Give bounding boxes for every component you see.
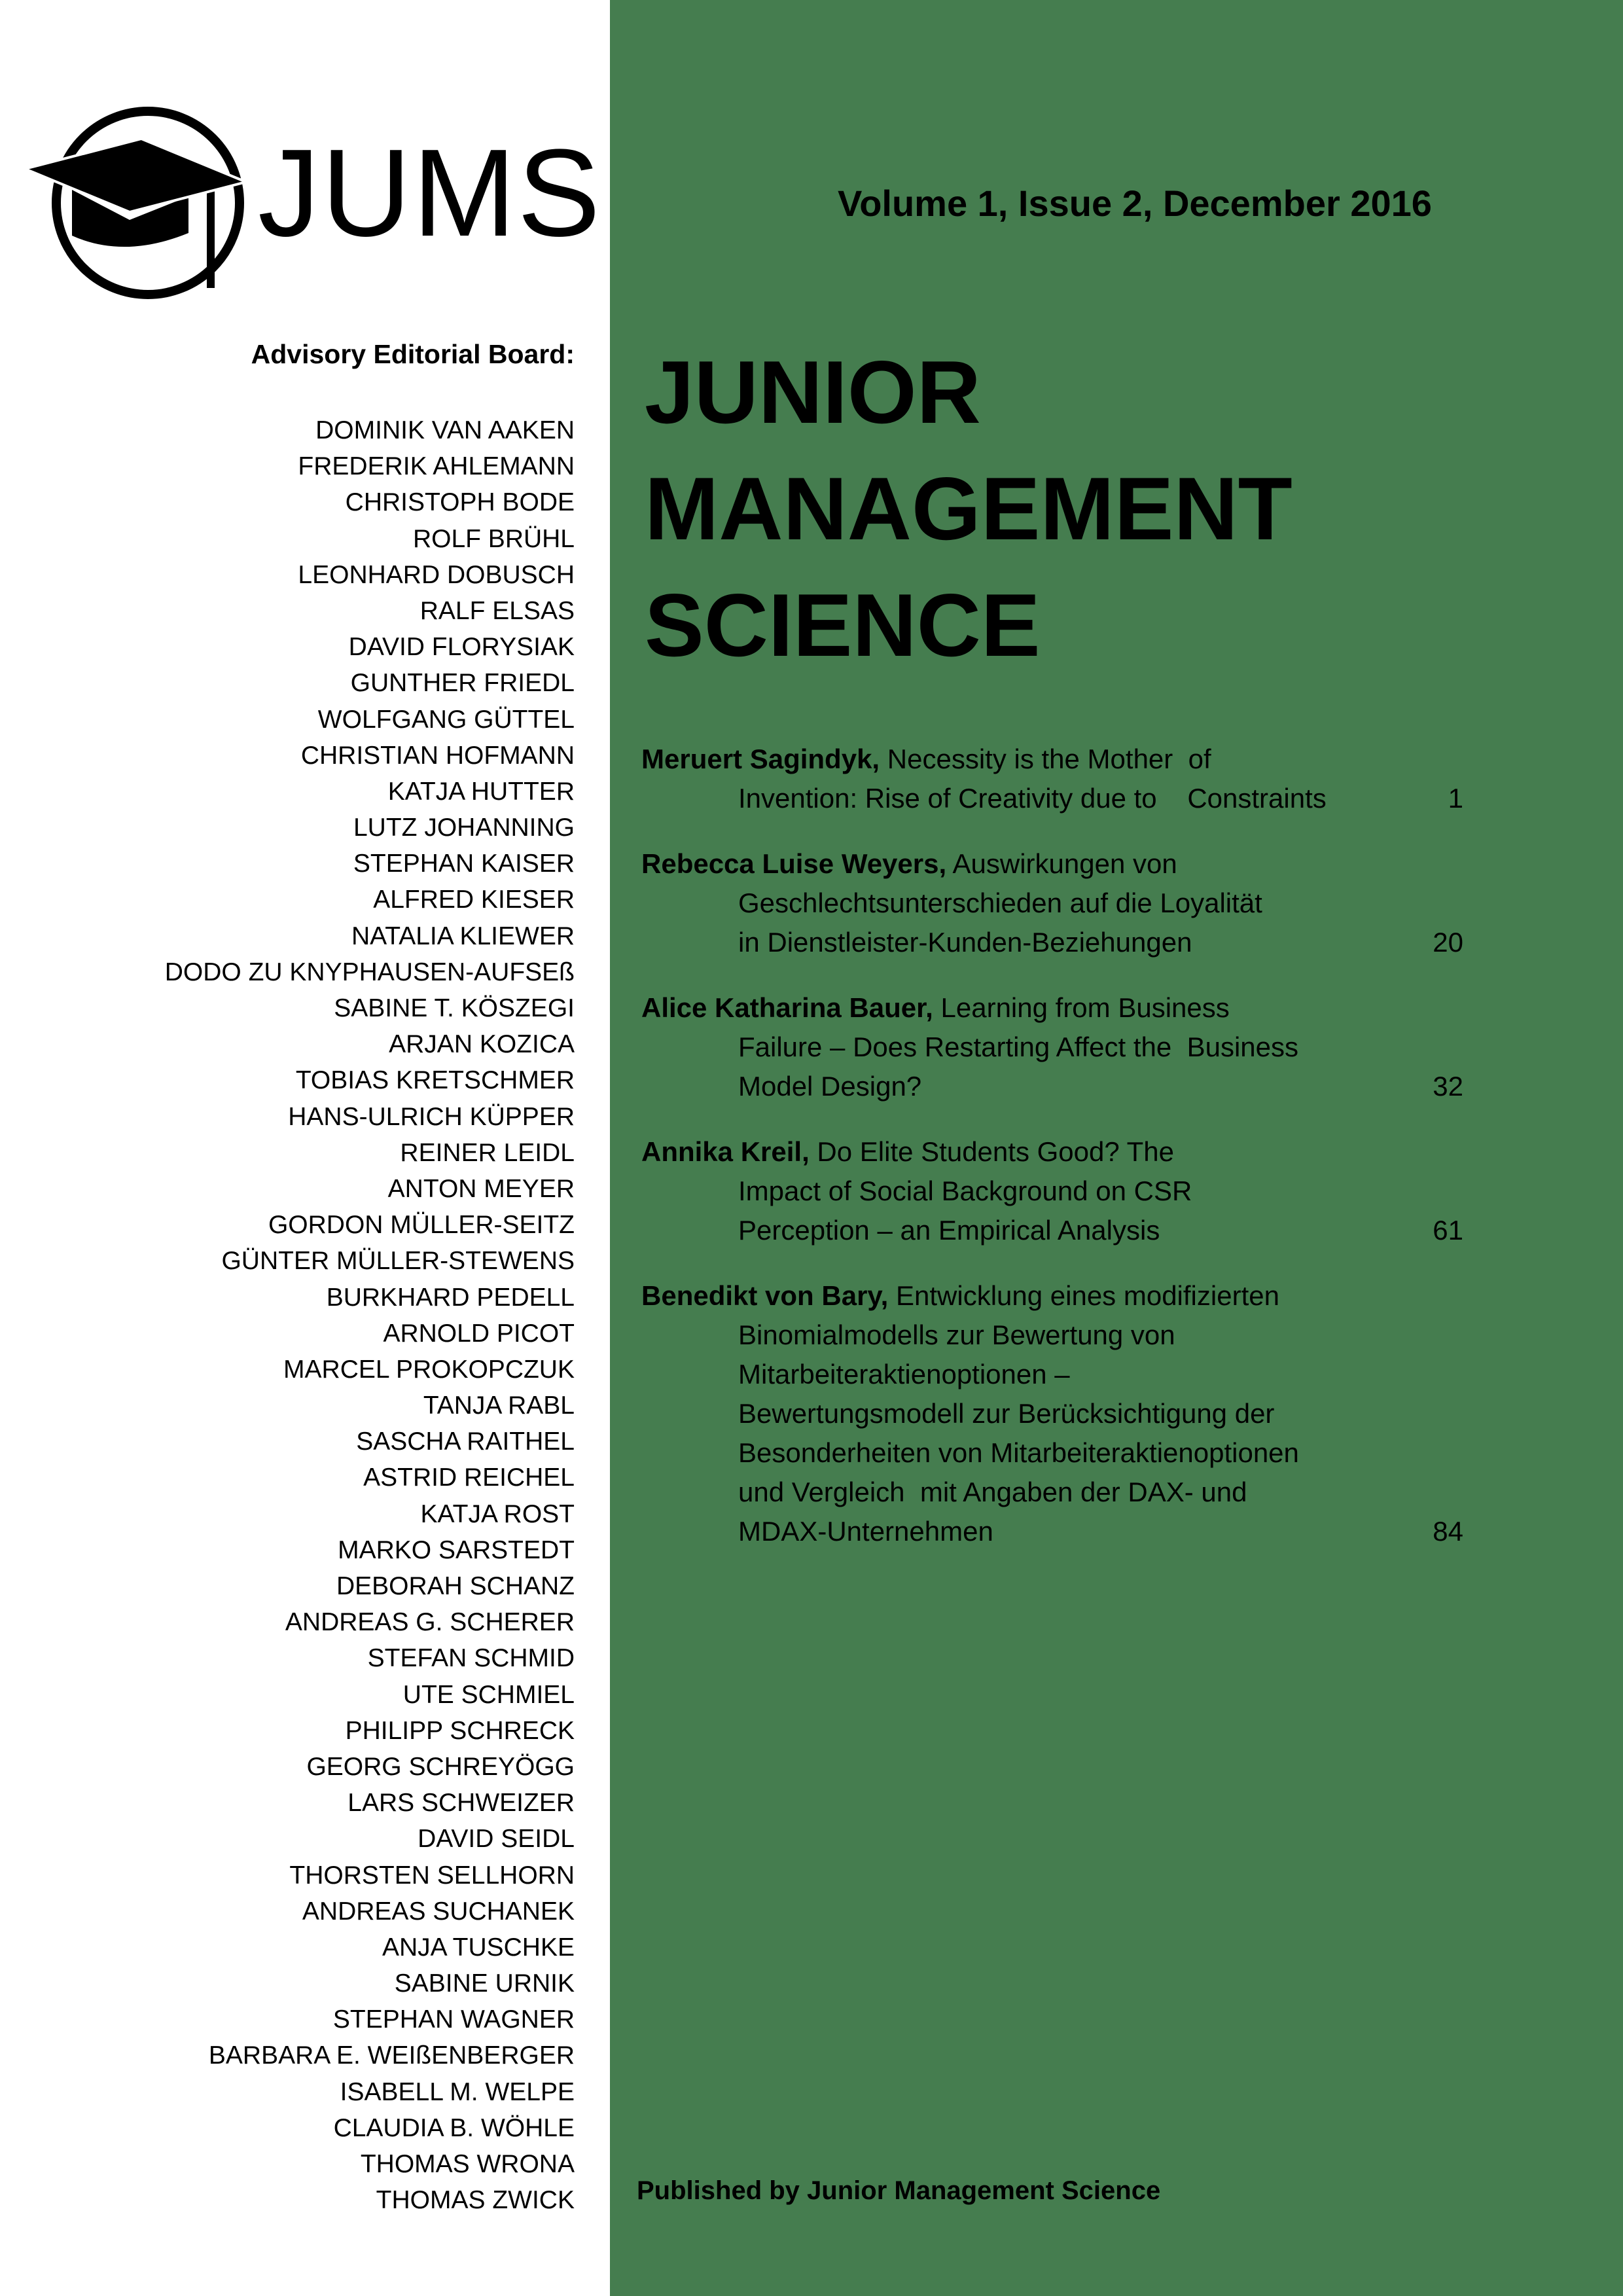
board-member: GORDON MÜLLER-SEITZ xyxy=(268,1211,575,1240)
board-member: FREDERIK AHLEMANN xyxy=(298,452,575,481)
board-member: CHRISTIAN HOFMANN xyxy=(300,741,575,770)
board-member: ANDREAS SUCHANEK xyxy=(302,1897,575,1926)
board-member: TOBIAS KRETSCHMER xyxy=(295,1066,575,1095)
board-member: THOMAS ZWICK xyxy=(376,2186,575,2215)
toc-line xyxy=(641,884,1463,923)
journal-title xyxy=(645,334,1293,683)
toc-line xyxy=(641,1028,1463,1067)
toc-entry xyxy=(641,844,1463,962)
toc-line xyxy=(641,1132,1463,1172)
board-member: ROLF BRÜHL xyxy=(412,524,575,553)
toc-title-text: Mitarbeiteraktienoptionen – xyxy=(738,1359,1070,1390)
board-member: ANDREAS G. SCHERER xyxy=(285,1608,575,1637)
board-member: TANJA RABL xyxy=(423,1391,575,1420)
toc-title-text: Failure – Does Restarting Affect the Business xyxy=(738,1031,1298,1062)
board-member: HANS-ULRICH KÜPPER xyxy=(288,1102,575,1131)
board-member: MARKO SARSTEDT xyxy=(338,1535,575,1564)
toc-title-text: Impact of Social Background on CSR xyxy=(738,1175,1192,1206)
toc-author: Rebecca Luise Weyers, xyxy=(641,848,947,879)
board-member: ASTRID REICHEL xyxy=(363,1463,575,1492)
board-member: SABINE T. KÖSZEGI xyxy=(334,994,575,1022)
board-member: THORSTEN SELLHORN xyxy=(289,1861,575,1890)
toc-title-text: Perception – an Empirical Analysis xyxy=(738,1215,1160,1246)
board-member: ARJAN KOZICA xyxy=(389,1030,575,1059)
board-member: STEFAN SCHMID xyxy=(367,1644,575,1673)
journal-title-line: SCIENCE xyxy=(645,575,1041,675)
toc-line xyxy=(641,1276,1463,1316)
toc-title-text: Binomialmodells zur Bewertung von xyxy=(738,1319,1175,1350)
toc-line xyxy=(641,1355,1463,1394)
board-member: LEONHARD DOBUSCH xyxy=(298,560,575,589)
graduation-cap-logo-icon xyxy=(25,105,255,301)
toc-title-text: Auswirkungen von xyxy=(952,848,1177,879)
board-member: LUTZ JOHANNING xyxy=(353,814,575,842)
journal-title-line: JUNIOR xyxy=(645,342,981,442)
toc-line xyxy=(641,923,1463,962)
board-member: WOLFGANG GÜTTEL xyxy=(317,705,575,734)
board-member: ISABELL M. WELPE xyxy=(340,2077,575,2106)
board-member: ARNOLD PICOT xyxy=(383,1319,575,1348)
board-member: REINER LEIDL xyxy=(400,1138,575,1167)
toc-entry xyxy=(641,740,1463,818)
board-member: DEBORAH SCHANZ xyxy=(336,1572,575,1600)
logo-wordmark: JUMS xyxy=(258,124,602,262)
toc-line xyxy=(641,740,1463,779)
board-member: CHRISTOPH BODE xyxy=(345,488,575,517)
board-title: Advisory Editorial Board: xyxy=(251,339,575,369)
toc-author: Benedikt von Bary, xyxy=(641,1280,889,1311)
table-of-contents xyxy=(641,740,1463,1577)
toc-title-text: Invention: Rise of Creativity due to Constraints xyxy=(738,783,1327,814)
board-member: KATJA HUTTER xyxy=(387,777,575,806)
board-member: DOMINIK VAN AAKEN xyxy=(315,416,575,444)
board-member: GUNTHER FRIEDL xyxy=(350,669,575,698)
toc-line xyxy=(641,844,1463,884)
board-member: DAVID FLORYSIAK xyxy=(348,633,575,662)
toc-title-text: Geschlechtsunterschieden auf die Loyalität xyxy=(738,888,1262,918)
board-member: ANTON MEYER xyxy=(387,1174,575,1203)
toc-author: Annika Kreil, xyxy=(641,1136,810,1167)
toc-line xyxy=(641,1512,1463,1551)
toc-line xyxy=(641,779,1463,818)
board-member: CLAUDIA B. WÖHLE xyxy=(333,2113,575,2142)
toc-page-number: 61 xyxy=(1433,1215,1463,1246)
toc-line xyxy=(641,988,1463,1028)
toc-title-text: MDAX-Unternehmen xyxy=(738,1516,993,1547)
toc-line xyxy=(641,1433,1463,1473)
toc-title-text: Besonderheiten von Mitarbeiteraktienoptionen xyxy=(738,1437,1299,1468)
toc-entry xyxy=(641,988,1463,1106)
board-member: LARS SCHWEIZER xyxy=(348,1789,575,1818)
board-member: GEORG SCHREYÖGG xyxy=(306,1752,575,1781)
board-member: ALFRED KIESER xyxy=(373,886,575,914)
toc-author: Meruert Sagindyk, xyxy=(641,744,880,774)
board-member: RALF ELSAS xyxy=(419,596,575,625)
toc-page-number: 1 xyxy=(1448,783,1463,814)
board-member: STEPHAN KAISER xyxy=(353,850,575,878)
toc-title-text: Do Elite Students Good? The xyxy=(817,1136,1174,1167)
toc-title-text: Entwicklung eines modifizierten xyxy=(896,1280,1279,1311)
board-member: DAVID SEIDL xyxy=(418,1825,575,1854)
toc-title-text: Model Design? xyxy=(738,1071,922,1102)
toc-entry xyxy=(641,1276,1463,1551)
board-member: THOMAS WRONA xyxy=(360,2150,575,2178)
issue-line: Volume 1, Issue 2, December 2016 xyxy=(838,183,1432,224)
toc-title-text: in Dienstleister-Kunden-Beziehungen xyxy=(738,927,1192,958)
toc-title-text: Bewertungsmodell zur Berücksichtigung der xyxy=(738,1398,1275,1429)
toc-page-number: 84 xyxy=(1433,1516,1463,1547)
toc-line xyxy=(641,1172,1463,1211)
toc-page-number: 32 xyxy=(1433,1071,1463,1102)
toc-entry xyxy=(641,1132,1463,1250)
board-member: DODO ZU KNYPHAUSEN-AUFSEß xyxy=(164,958,575,986)
board-member: BARBARA E. WEIßENBERGER xyxy=(208,2041,575,2070)
toc-title-text: und Vergleich mit Angaben der DAX- und xyxy=(738,1477,1247,1507)
board-member: SABINE URNIK xyxy=(394,1969,575,1998)
toc-page-number: 20 xyxy=(1433,927,1463,958)
board-member: UTE SCHMIEL xyxy=(402,1680,575,1709)
toc-line xyxy=(641,1067,1463,1106)
board-member-list xyxy=(165,412,575,2218)
toc-title-text: Learning from Business xyxy=(940,992,1230,1023)
board-member: MARCEL PROKOPCZUK xyxy=(283,1355,575,1384)
publisher-line: Published by Junior Management Science xyxy=(637,2176,1161,2205)
toc-line xyxy=(641,1211,1463,1250)
board-member: BURKHARD PEDELL xyxy=(326,1283,575,1312)
board-member: NATALIA KLIEWER xyxy=(351,922,575,950)
board-member: PHILIPP SCHRECK xyxy=(345,1716,575,1745)
board-member: GÜNTER MÜLLER-STEWENS xyxy=(221,1247,575,1276)
journal-title-line: MANAGEMENT xyxy=(645,459,1293,558)
toc-title-text: Necessity is the Mother of xyxy=(887,744,1211,774)
toc-line xyxy=(641,1473,1463,1512)
board-member: STEPHAN WAGNER xyxy=(332,2005,575,2034)
toc-line xyxy=(641,1316,1463,1355)
board-member: ANJA TUSCHKE xyxy=(382,1933,575,1962)
toc-author: Alice Katharina Bauer, xyxy=(641,992,933,1023)
board-member: KATJA ROST xyxy=(420,1499,575,1528)
board-member: SASCHA RAITHEL xyxy=(356,1427,575,1456)
toc-line xyxy=(641,1394,1463,1433)
